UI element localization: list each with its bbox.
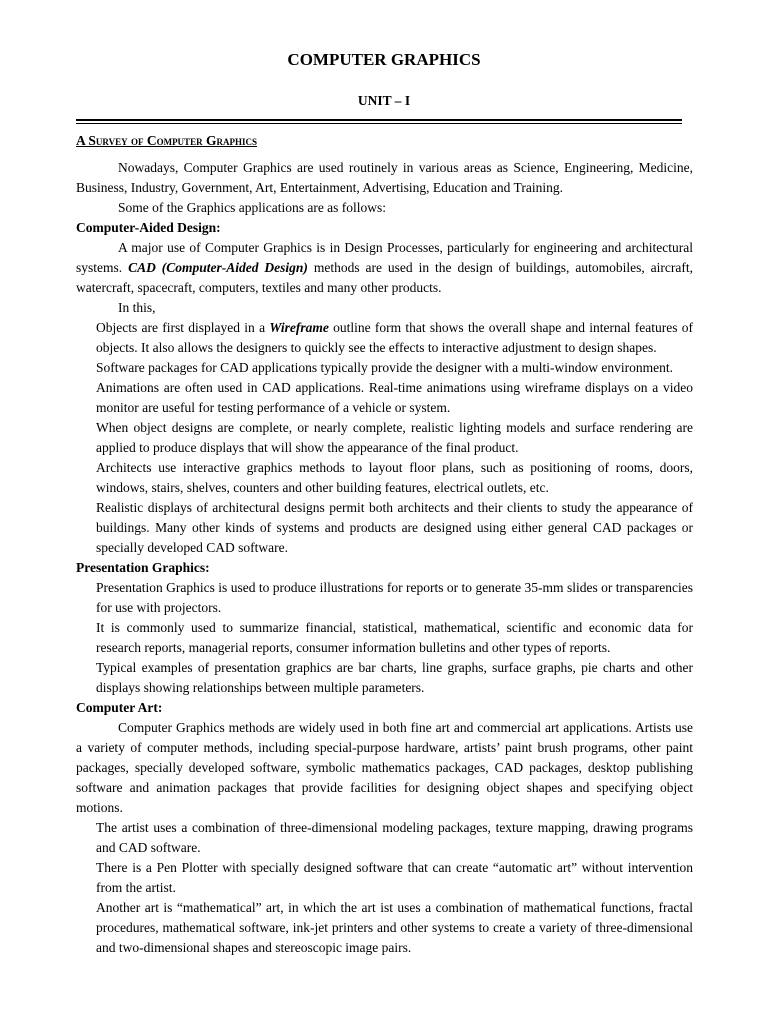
document-title: COMPUTER GRAPHICS bbox=[287, 50, 481, 69]
art-point-2: There is a Pen Plotter with specially designed software that can create “automatic art” without intervention from the artist. bbox=[96, 860, 693, 895]
cad-point-wireframe-text-b: outline form that shows the overall shape and internal features of objects. It also allows the designers to quickly see the effects to interactive adjustment to design shapes. bbox=[96, 320, 693, 355]
cad-paragraph bbox=[76, 238, 693, 298]
art-paragraph: Computer Graphics methods are widely used in both fine art and commercial art applications. Artists use a variety of computer methods, including special-purpose hardware, artists’ paint brush programs, other paint packages, specially developed software, symbolic mathematics packages, CAD packages, desktop publishing software and animation packages that provide facilities for designing object shapes and specifying object motions. bbox=[76, 720, 693, 815]
cad-lead-in: In this, bbox=[118, 300, 156, 315]
cad-point-software: Software packages for CAD applications typically provide the designer with a multi-window environment. bbox=[96, 360, 673, 375]
cad-point-animations: Animations are often used in CAD applications. Real-time animations using wireframe displays on a video monitor are useful for testing performance of a vehicle or system. bbox=[96, 380, 693, 415]
cad-term: CAD (Computer-Aided Design) bbox=[128, 260, 308, 275]
cad-point-architects: Architects use interactive graphics methods to layout floor plans, such as positioning of rooms, doors, windows, stairs, shelves, counters and other building features, electrical outlets, etc. bbox=[96, 460, 693, 495]
document-body bbox=[76, 131, 693, 958]
cad-paragraph-text-a: A major use of Computer Graphics is in Design Processes, particularly for engineering and architectural systems. bbox=[76, 240, 693, 275]
cad-point-wireframe-text-a: Objects are first displayed in a bbox=[96, 320, 270, 335]
cad-paragraph-text-b: methods are used in the design of buildings, automobiles, aircraft, watercraft, spacecraft, computers, textiles and many other products. bbox=[76, 260, 693, 295]
art-point-3: Another art is “mathematical” art, in which the art ist uses a combination of mathematical functions, fractal procedures, mathematical software, ink-jet printers and other systems to create a variety of three-dimensional and two-dimensional shapes and stereoscopic image pairs. bbox=[96, 900, 693, 955]
section-title: A Survey of Computer Graphics bbox=[76, 133, 257, 148]
cad-point-wireframe bbox=[96, 318, 693, 358]
wireframe-term: Wireframe bbox=[269, 320, 329, 335]
unit-heading: UNIT – I bbox=[357, 93, 411, 108]
cad-point-realistic: Realistic displays of architectural designs permit both architects and their clients to study the appearance of buildings. Many other kinds of systems and products are designed using either general CAD packages or specially developed CAD software. bbox=[96, 500, 693, 555]
cad-point-rendering: When object designs are complete, or nearly complete, realistic lighting models and surface rendering are applied to produce displays that will show the appearance of the final product. bbox=[96, 420, 693, 455]
presentation-point-3: Typical examples of presentation graphics are bar charts, line graphs, surface graphs, pie charts and other displays showing relationships between multiple parameters. bbox=[96, 660, 693, 695]
title-divider-thin bbox=[76, 123, 682, 124]
intro-lead-in: Some of the Graphics applications are as follows: bbox=[118, 200, 387, 215]
art-heading: Computer Art: bbox=[76, 700, 163, 715]
title-divider-thick bbox=[76, 119, 682, 121]
presentation-point-1: Presentation Graphics is used to produce illustrations for reports or to generate 35-mm slides or transparencies for use with projectors. bbox=[96, 580, 693, 615]
cad-heading: Computer-Aided Design: bbox=[76, 220, 221, 235]
art-point-1: The artist uses a combination of three-dimensional modeling packages, texture mapping, drawing programs and CAD software. bbox=[96, 820, 693, 855]
intro-paragraph: Nowadays, Computer Graphics are used routinely in various areas as Science, Engineering, Medicine, Business, Industry, Government, Art, Entertainment, Advertising, Education and Training. bbox=[76, 160, 693, 195]
presentation-heading: Presentation Graphics: bbox=[76, 560, 210, 575]
presentation-point-2: It is commonly used to summarize financial, statistical, mathematical, scientific and economic data for research reports, managerial reports, consumer information bulletins and other types of reports. bbox=[96, 620, 693, 655]
